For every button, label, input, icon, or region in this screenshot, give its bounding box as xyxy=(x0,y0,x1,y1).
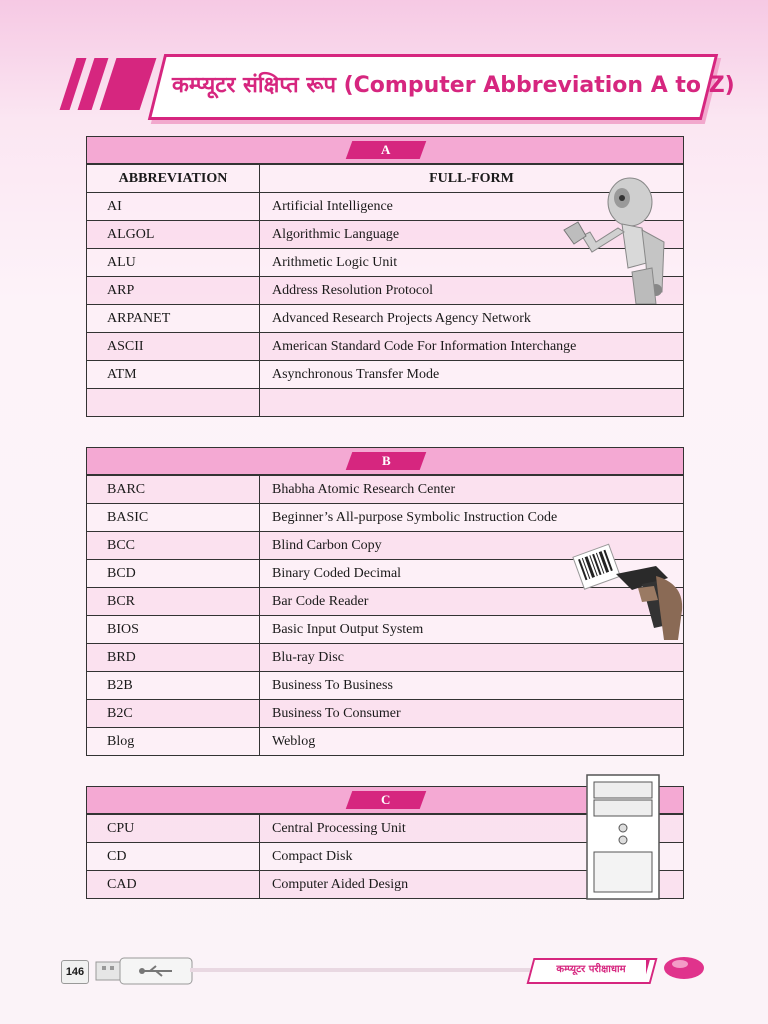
title-banner xyxy=(60,48,735,120)
table-row xyxy=(87,672,684,700)
full-form-cell: Central Processing Unit xyxy=(260,815,684,843)
section-letter-badge: B xyxy=(346,452,427,470)
abbr-cell: B2C xyxy=(87,700,260,728)
abbr-cell: BARC xyxy=(87,476,260,504)
abbr-cell: BASIC xyxy=(87,504,260,532)
robot-illustration xyxy=(552,172,672,304)
abbr-cell: CPU xyxy=(87,815,260,843)
barcode-scanner-illustration xyxy=(572,540,686,644)
full-form-cell: Artificial Intelligence xyxy=(260,193,684,221)
abbr-cell: BCD xyxy=(87,560,260,588)
full-form-cell: Beginner’s All-purpose Symbolic Instruction Code xyxy=(260,504,684,532)
abbr-cell: AI xyxy=(87,193,260,221)
full-form-cell: Algorithmic Language xyxy=(260,221,684,249)
abbr-cell xyxy=(87,389,260,417)
section-letter-badge: C xyxy=(346,791,427,809)
section-letter-badge: A xyxy=(346,141,427,159)
footer-brand: कम्प्यूटर परीक्षाधाम xyxy=(556,964,626,975)
abbr-cell: ATM xyxy=(87,361,260,389)
column-header-abbreviation: ABBREVIATION xyxy=(87,165,260,193)
abbr-cell: CD xyxy=(87,843,260,871)
abbr-cell: BCR xyxy=(87,588,260,616)
section-header xyxy=(86,447,684,475)
footer-divider xyxy=(190,968,530,972)
table-row xyxy=(87,389,684,417)
full-form-cell: Weblog xyxy=(260,728,684,756)
full-form-cell: Bhabha Atomic Research Center xyxy=(260,476,684,504)
abbr-cell: B2B xyxy=(87,672,260,700)
abbr-cell: CAD xyxy=(87,871,260,899)
abbr-cell: ASCII xyxy=(87,333,260,361)
table-row xyxy=(87,305,684,333)
full-form-cell xyxy=(260,389,684,417)
table-row xyxy=(87,504,684,532)
abbr-cell: ALGOL xyxy=(87,221,260,249)
full-form-cell: Computer Aided Design xyxy=(260,871,684,899)
table-row xyxy=(87,333,684,361)
full-form-cell: Business To Business xyxy=(260,672,684,700)
cpu-tower-illustration xyxy=(586,774,660,900)
full-form-cell: Blind Carbon Copy xyxy=(260,532,684,560)
table-row xyxy=(87,644,684,672)
table-row xyxy=(87,476,684,504)
table-row xyxy=(87,700,684,728)
abbr-cell: BCC xyxy=(87,532,260,560)
column-header-full-form: FULL-FORM xyxy=(260,165,684,193)
abbr-cell: ARP xyxy=(87,277,260,305)
page-number: 146 xyxy=(61,960,89,984)
full-form-cell: Bar Code Reader xyxy=(260,588,684,616)
full-form-cell: Arithmetic Logic Unit xyxy=(260,249,684,277)
full-form-cell: Compact Disk xyxy=(260,843,684,871)
abbr-cell: ALU xyxy=(87,249,260,277)
abbr-cell: BIOS xyxy=(87,616,260,644)
mouse-icon xyxy=(646,952,708,982)
page-title: कम्प्यूटर संक्षिप्त रूप (Computer Abbreviation A to Z) xyxy=(172,73,735,98)
table-row xyxy=(87,361,684,389)
usb-drive-icon xyxy=(94,956,194,986)
banner-stripe xyxy=(100,58,157,110)
abbr-cell: ARPANET xyxy=(87,305,260,333)
full-form-cell: Business To Consumer xyxy=(260,700,684,728)
full-form-cell: Basic Input Output System xyxy=(260,616,684,644)
full-form-cell: American Standard Code For Information Interchange xyxy=(260,333,684,361)
section-header xyxy=(86,136,684,164)
full-form-cell: Address Resolution Protocol xyxy=(260,277,684,305)
full-form-cell: Asynchronous Transfer Mode xyxy=(260,361,684,389)
full-form-cell: Advanced Research Projects Agency Network xyxy=(260,305,684,333)
abbr-cell: BRD xyxy=(87,644,260,672)
full-form-cell: Binary Coded Decimal xyxy=(260,560,684,588)
full-form-cell: Blu-ray Disc xyxy=(260,644,684,672)
table-row xyxy=(87,728,684,756)
abbr-cell: Blog xyxy=(87,728,260,756)
